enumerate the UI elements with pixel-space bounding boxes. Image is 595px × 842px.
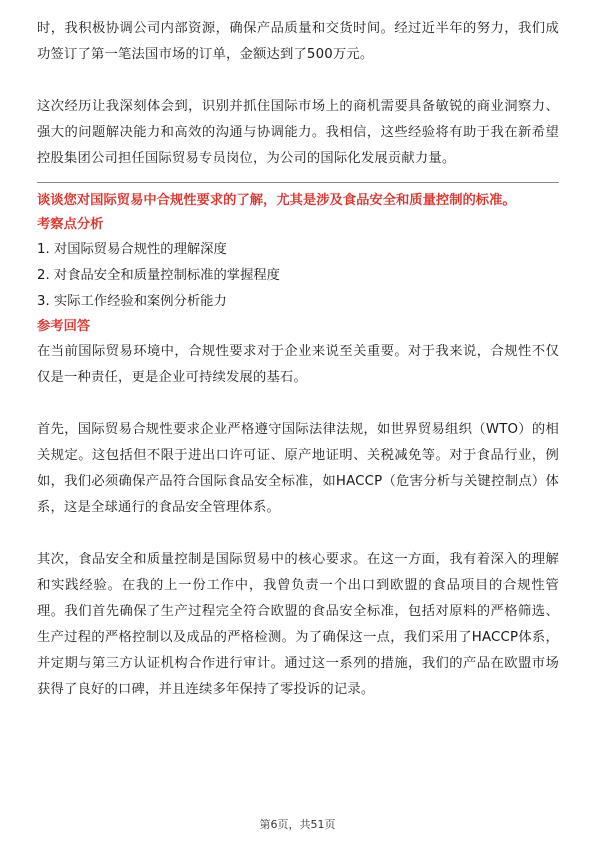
document-page	[37, 16, 559, 703]
paragraph-gap	[37, 391, 559, 417]
answer-paragraph-1: 在当前国际贸易环境中，合规性要求对于企业来说至关重要。对于我来说，合规性不仅仅是一种责任，更是企业可持续发展的基石。	[37, 344, 559, 385]
interview-question: 谈谈您对国际贸易中合规性要求的了解，尤其是涉及食品安全和质量控制的标准。	[37, 193, 516, 208]
answer-title: 参考回答	[37, 319, 91, 334]
page-number-footer: 第6页，共51页	[259, 818, 336, 831]
section-divider	[37, 182, 559, 183]
paragraph-gap	[37, 521, 559, 547]
answer-paragraph-2: 首先，国际贸易合规性要求企业严格遵守国际法律法规，如世界贸易组织（WTO）的相关规定。这包括但不限于进出口许可证、原产地证明、关税减免等。对于食品行业，例如，我们必须确保产品符合国际食品安全标准，如HACCP（危害分析与关键控制点）体系，这是全球通行的食品安全管理体系。	[37, 422, 559, 515]
answer-paragraph-3: 其次，食品安全和质量控制是国际贸易中的核心要求。在这一方面，我有着深入的理解和实践经验。在我的上一份工作中，我曾负责一个出口到欧盟的食品项目的合规性管理。我们首先确保了生产过程完全符合欧盟的食品安全标准，包括对原料的严格筛选、生产过程的严格控制以及成品的严格检测。为了确保这一点，我们采用了HACCP体系，并定期与第三方认证机构合作进行审计。通过这一系列的措施，我们的产品在欧盟市场获得了良好的口碑，并且连续多年保持了零投诉的记录。	[37, 552, 559, 697]
analysis-point-2: 2. 对食品安全和质量控制标准的掌握程度	[37, 268, 280, 283]
analysis-point-1: 1. 对国际贸易合规性的理解深度	[37, 242, 227, 257]
intro-paragraph-1: 时，我积极协调公司内部资源，确保产品质量和交货时间。经过近半年的努力，我们成功签订了第一笔法国市场的订单，金额达到了500万元。	[37, 21, 559, 62]
analysis-title: 考察点分析	[37, 217, 104, 232]
paragraph-gap	[37, 68, 559, 94]
intro-paragraph-2: 这次经历让我深刻体会到，识别并抓住国际市场上的商机需要具备敏锐的商业洞察力、强大的问题解决能力和高效的沟通与协调能力。我相信，这些经验将有助于我在新希望控股集团公司担任国际贸易专员岗位，为公司的国际化发展贡献力量。	[37, 99, 559, 166]
analysis-point-3: 3. 实际工作经验和案例分析能力	[37, 294, 227, 309]
